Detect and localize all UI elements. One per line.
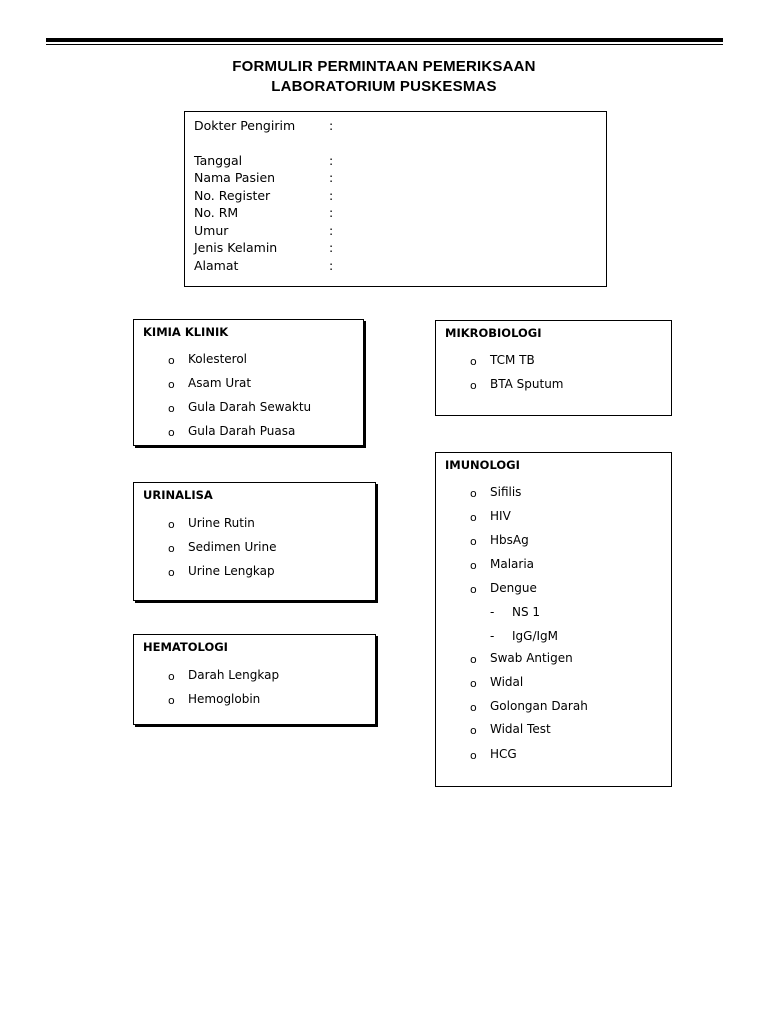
field-colon: : xyxy=(329,118,334,133)
checkbox-bullet[interactable]: o xyxy=(168,402,175,415)
kimia-klinik-box xyxy=(133,319,364,446)
test-item-label: TCM TB xyxy=(490,353,535,367)
test-item-label: Gula Darah Sewaktu xyxy=(188,400,312,414)
test-item-label: Dengue xyxy=(490,581,537,595)
test-item-label: HbsAg xyxy=(490,533,529,547)
checkbox-bullet[interactable]: o xyxy=(470,677,477,690)
test-item-label: Swab Antigen xyxy=(490,651,573,665)
test-item-label: Hemoglobin xyxy=(188,692,261,706)
test-item-label: Golongan Darah xyxy=(490,699,588,713)
field-colon: : xyxy=(329,153,334,168)
test-item-label: Widal xyxy=(490,675,524,689)
hematologi-box xyxy=(133,634,376,725)
checkbox-bullet[interactable]: o xyxy=(470,379,477,392)
form-title-line2: LABORATORIUM PUSKESMAS xyxy=(271,78,497,95)
sub-item-label[interactable]: IgG/IgM xyxy=(512,629,559,643)
mikrobiologi-box xyxy=(435,320,672,416)
test-item-label: Malaria xyxy=(490,557,535,571)
checkbox-bullet[interactable]: o xyxy=(470,355,477,368)
test-item-label: HCG xyxy=(490,747,517,761)
checkbox-bullet[interactable]: o xyxy=(168,426,175,439)
checkbox-bullet[interactable]: o xyxy=(168,566,175,579)
field-label-jenis-kelamin: Jenis Kelamin xyxy=(194,240,278,255)
test-item-label: Kolesterol xyxy=(188,352,248,366)
test-item-label: BTA Sputum xyxy=(490,377,564,391)
field-colon: : xyxy=(329,258,334,273)
test-item-label: HIV xyxy=(490,509,511,523)
checkbox-bullet[interactable]: o xyxy=(470,653,477,666)
header-rule-thin xyxy=(46,44,723,45)
form-title-line1: FORMULIR PERMINTAAN PEMERIKSAAN xyxy=(232,58,536,75)
header-rule-thick xyxy=(46,38,723,42)
checkbox-bullet[interactable]: o xyxy=(470,724,477,737)
checkbox-bullet[interactable]: o xyxy=(168,670,175,683)
test-item-label: Sifilis xyxy=(490,485,522,499)
test-item-label: Widal Test xyxy=(490,722,551,736)
field-colon: : xyxy=(329,205,334,220)
test-item-label: Gula Darah Puasa xyxy=(188,424,296,438)
section-title-imunologi: IMUNOLOGI xyxy=(445,458,520,472)
field-colon: : xyxy=(329,223,334,238)
field-label-dokter: Dokter Pengirim xyxy=(194,118,296,133)
section-title-hematologi: HEMATOLOGI xyxy=(143,640,228,654)
checkbox-bullet[interactable]: o xyxy=(470,701,477,714)
test-item-label: Urine Lengkap xyxy=(188,564,275,578)
imunologi-box xyxy=(435,452,672,787)
field-colon: : xyxy=(329,170,334,185)
test-item-label: Asam Urat xyxy=(188,376,252,390)
checkbox-bullet[interactable]: o xyxy=(168,354,175,367)
sub-item-dash: - xyxy=(490,629,495,643)
sub-item-label[interactable]: NS 1 xyxy=(512,605,541,619)
test-item-label: Sedimen Urine xyxy=(188,540,277,554)
checkbox-bullet[interactable]: o xyxy=(168,542,175,555)
urinalisa-box xyxy=(133,482,376,601)
checkbox-bullet[interactable]: o xyxy=(470,583,477,596)
field-label-no-register: No. Register xyxy=(194,188,271,203)
section-title-mikrobiologi: MIKROBIOLOGI xyxy=(445,326,542,340)
test-item-label: Darah Lengkap xyxy=(188,668,280,682)
field-label-alamat: Alamat xyxy=(194,258,239,273)
checkbox-bullet[interactable]: o xyxy=(470,749,477,762)
field-label-tanggal: Tanggal xyxy=(194,153,243,168)
checkbox-bullet[interactable]: o xyxy=(168,694,175,707)
section-title-urinalisa: URINALISA xyxy=(143,488,213,502)
checkbox-bullet[interactable]: o xyxy=(470,535,477,548)
checkbox-bullet[interactable]: o xyxy=(470,487,477,500)
sub-item-dash: - xyxy=(490,605,495,619)
field-label-no-rm: No. RM xyxy=(194,205,239,220)
checkbox-bullet[interactable]: o xyxy=(470,511,477,524)
patient-info-box xyxy=(184,111,607,287)
test-item-label: Urine Rutin xyxy=(188,516,255,530)
section-title-kimia-klinik: KIMIA KLINIK xyxy=(143,325,229,339)
field-colon: : xyxy=(329,188,334,203)
field-colon: : xyxy=(329,240,334,255)
checkbox-bullet[interactable]: o xyxy=(168,378,175,391)
checkbox-bullet[interactable]: o xyxy=(168,518,175,531)
field-label-nama-pasien: Nama Pasien xyxy=(194,170,276,185)
field-label-umur: Umur xyxy=(194,223,229,238)
checkbox-bullet[interactable]: o xyxy=(470,559,477,572)
